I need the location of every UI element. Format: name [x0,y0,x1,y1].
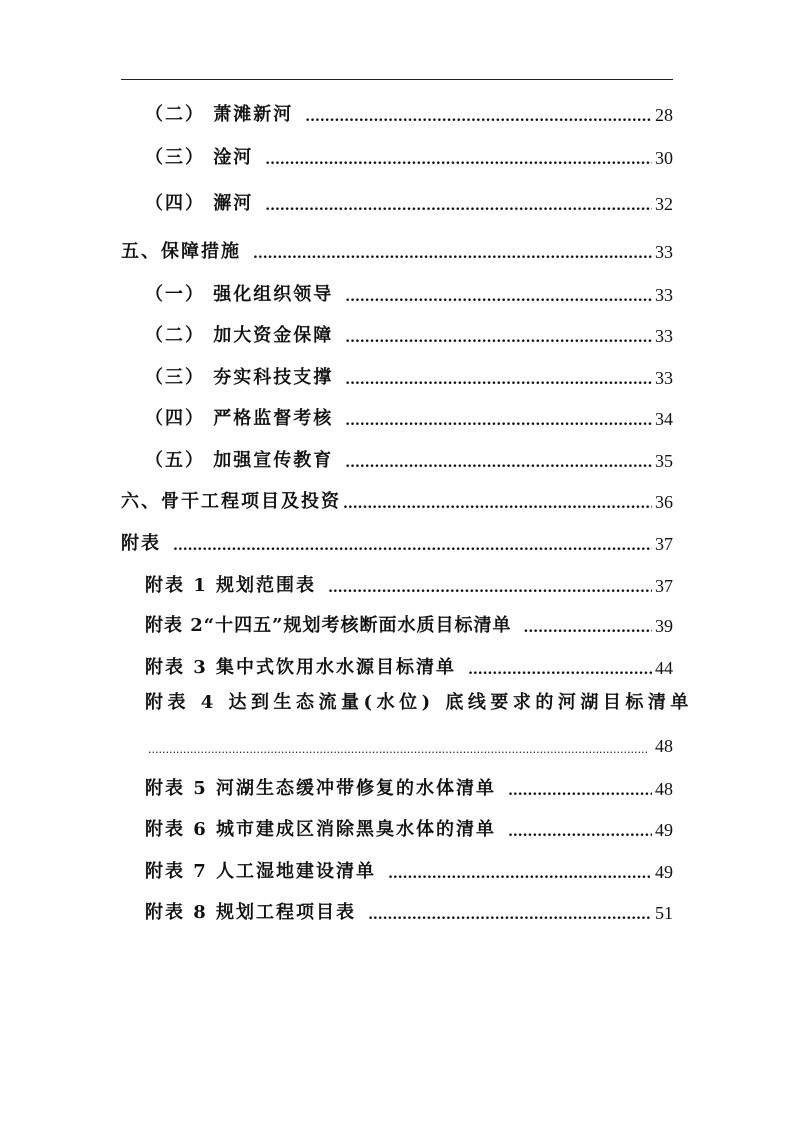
toc-leader-dots [173,537,652,555]
toc-entry-xuanchuan-jiaoyu[interactable] [0,442,793,472]
toc-entry-page: 28 [655,105,673,125]
toc-entry-label: （五） 加强宣传教育 [145,450,334,471]
toc-leader-dots [343,495,652,513]
toc-entry-page: 33 [655,368,673,388]
toc-leader-dots [345,329,652,347]
toc-entry-page: 44 [655,658,673,678]
toc-entry-label: 附表 [121,533,161,554]
toc-leader-dots [468,661,652,679]
toc-entry-label: （三） 淦河 [145,147,254,168]
toc-entry-zuzhi-lingdao[interactable] [0,276,793,306]
toc-entry-zijin-baozhang[interactable] [0,317,793,347]
toc-entry-fubiao-8[interactable] [0,894,793,924]
toc-entry-label: 附表 2“十四五”规划考核断面水质目标清单 [145,615,512,636]
toc-entry-label: （二） 萧滩新河 [145,104,294,125]
toc-entry-label: 六、骨干工程项目及投资 [121,491,341,512]
toc-entry-fubiao-3[interactable] [0,649,793,679]
toc-entry-fubiao-4-label[interactable]: 附表 4 达到生态流量(水位) 底线要求的河湖目标清单 [145,692,693,713]
toc-entry-label: 五、保障措施 [121,241,241,262]
toc-leader-dots [265,151,652,169]
toc-leader-dots [345,454,652,472]
toc-entry-label: 附表 7 人工湿地建设清单 [145,861,377,882]
toc-leader-dots [508,823,652,841]
toc-leader-dots [265,197,652,215]
toc-entry-page: 33 [655,326,673,346]
toc-entry-label: （四） 澥河 [145,193,254,214]
toc-entry-label: 附表 1 规划范围表 [145,575,317,596]
toc-entry-label: 附表 6 城市建成区消除黑臭水体的清单 [145,819,497,840]
toc-leader-dots [388,865,652,883]
toc-entry-fubiao-4-leader[interactable] [148,733,673,757]
toc-entry-fubiao-2[interactable] [0,607,793,637]
toc-leader-dots [368,906,652,924]
toc-entry-page: 39 [655,616,673,636]
toc-entry-fubiao-6[interactable] [0,811,793,841]
toc-entry-page: 33 [655,242,673,262]
toc-entry-page: 34 [655,409,673,429]
toc-entry-label: （一） 强化组织领导 [145,284,334,305]
toc-leader-dots [148,743,647,757]
toc-entry-page: 49 [655,862,673,882]
toc-entry-page: 33 [655,285,673,305]
toc-entry-label: 附表 8 规划工程项目表 [145,902,357,923]
toc-entry-fubiao-5[interactable] [0,770,793,800]
toc-entry-label: 附表 3 集中式饮用水水源目标清单 [145,657,457,678]
toc-entry-page: 32 [655,194,673,214]
toc-entry-label: （三） 夯实科技支撑 [145,367,334,388]
toc-entry-label: （四） 严格监督考核 [145,408,334,429]
toc-entry-xiaotan-xinhe[interactable] [0,96,793,126]
toc-entry-xiehe[interactable] [0,185,793,215]
toc-entry-ganhe[interactable] [0,139,793,169]
toc-entry-page: 36 [655,492,673,512]
toc-leader-dots [345,371,652,389]
toc-entry-page: 51 [655,903,673,923]
toc-leader-dots [508,782,652,800]
toc-entry-page: 48 [655,779,673,799]
toc-leader-dots [524,619,653,637]
header-rule [121,79,673,80]
toc-leader-dots [345,288,652,306]
toc-entry-fubiao-1[interactable] [0,567,793,597]
toc-entry-gugan-gongcheng[interactable] [0,483,793,513]
toc-entry-fubiao[interactable] [0,525,793,555]
toc-entry-page: 48 [655,736,673,756]
toc-entry-page: 37 [655,534,673,554]
toc-entry-label: 附表 5 河湖生态缓冲带修复的水体清单 [145,778,497,799]
toc-leader-dots [328,579,652,597]
toc-entry-page: 35 [655,451,673,471]
toc-entry-label: （二） 加大资金保障 [145,325,334,346]
toc-entry-page: 49 [655,820,673,840]
toc-entry-keji-zhicheng[interactable] [0,359,793,389]
toc-entry-baozhang-cuoshi[interactable] [0,233,793,263]
toc-leader-dots [305,108,652,126]
toc-leader-dots [345,412,652,430]
toc-entry-jiandu-kaohe[interactable] [0,400,793,430]
toc-entry-page: 30 [655,148,673,168]
toc-entry-page: 37 [655,576,673,596]
toc-leader-dots [253,245,652,263]
toc-entry-fubiao-7[interactable] [0,853,793,883]
